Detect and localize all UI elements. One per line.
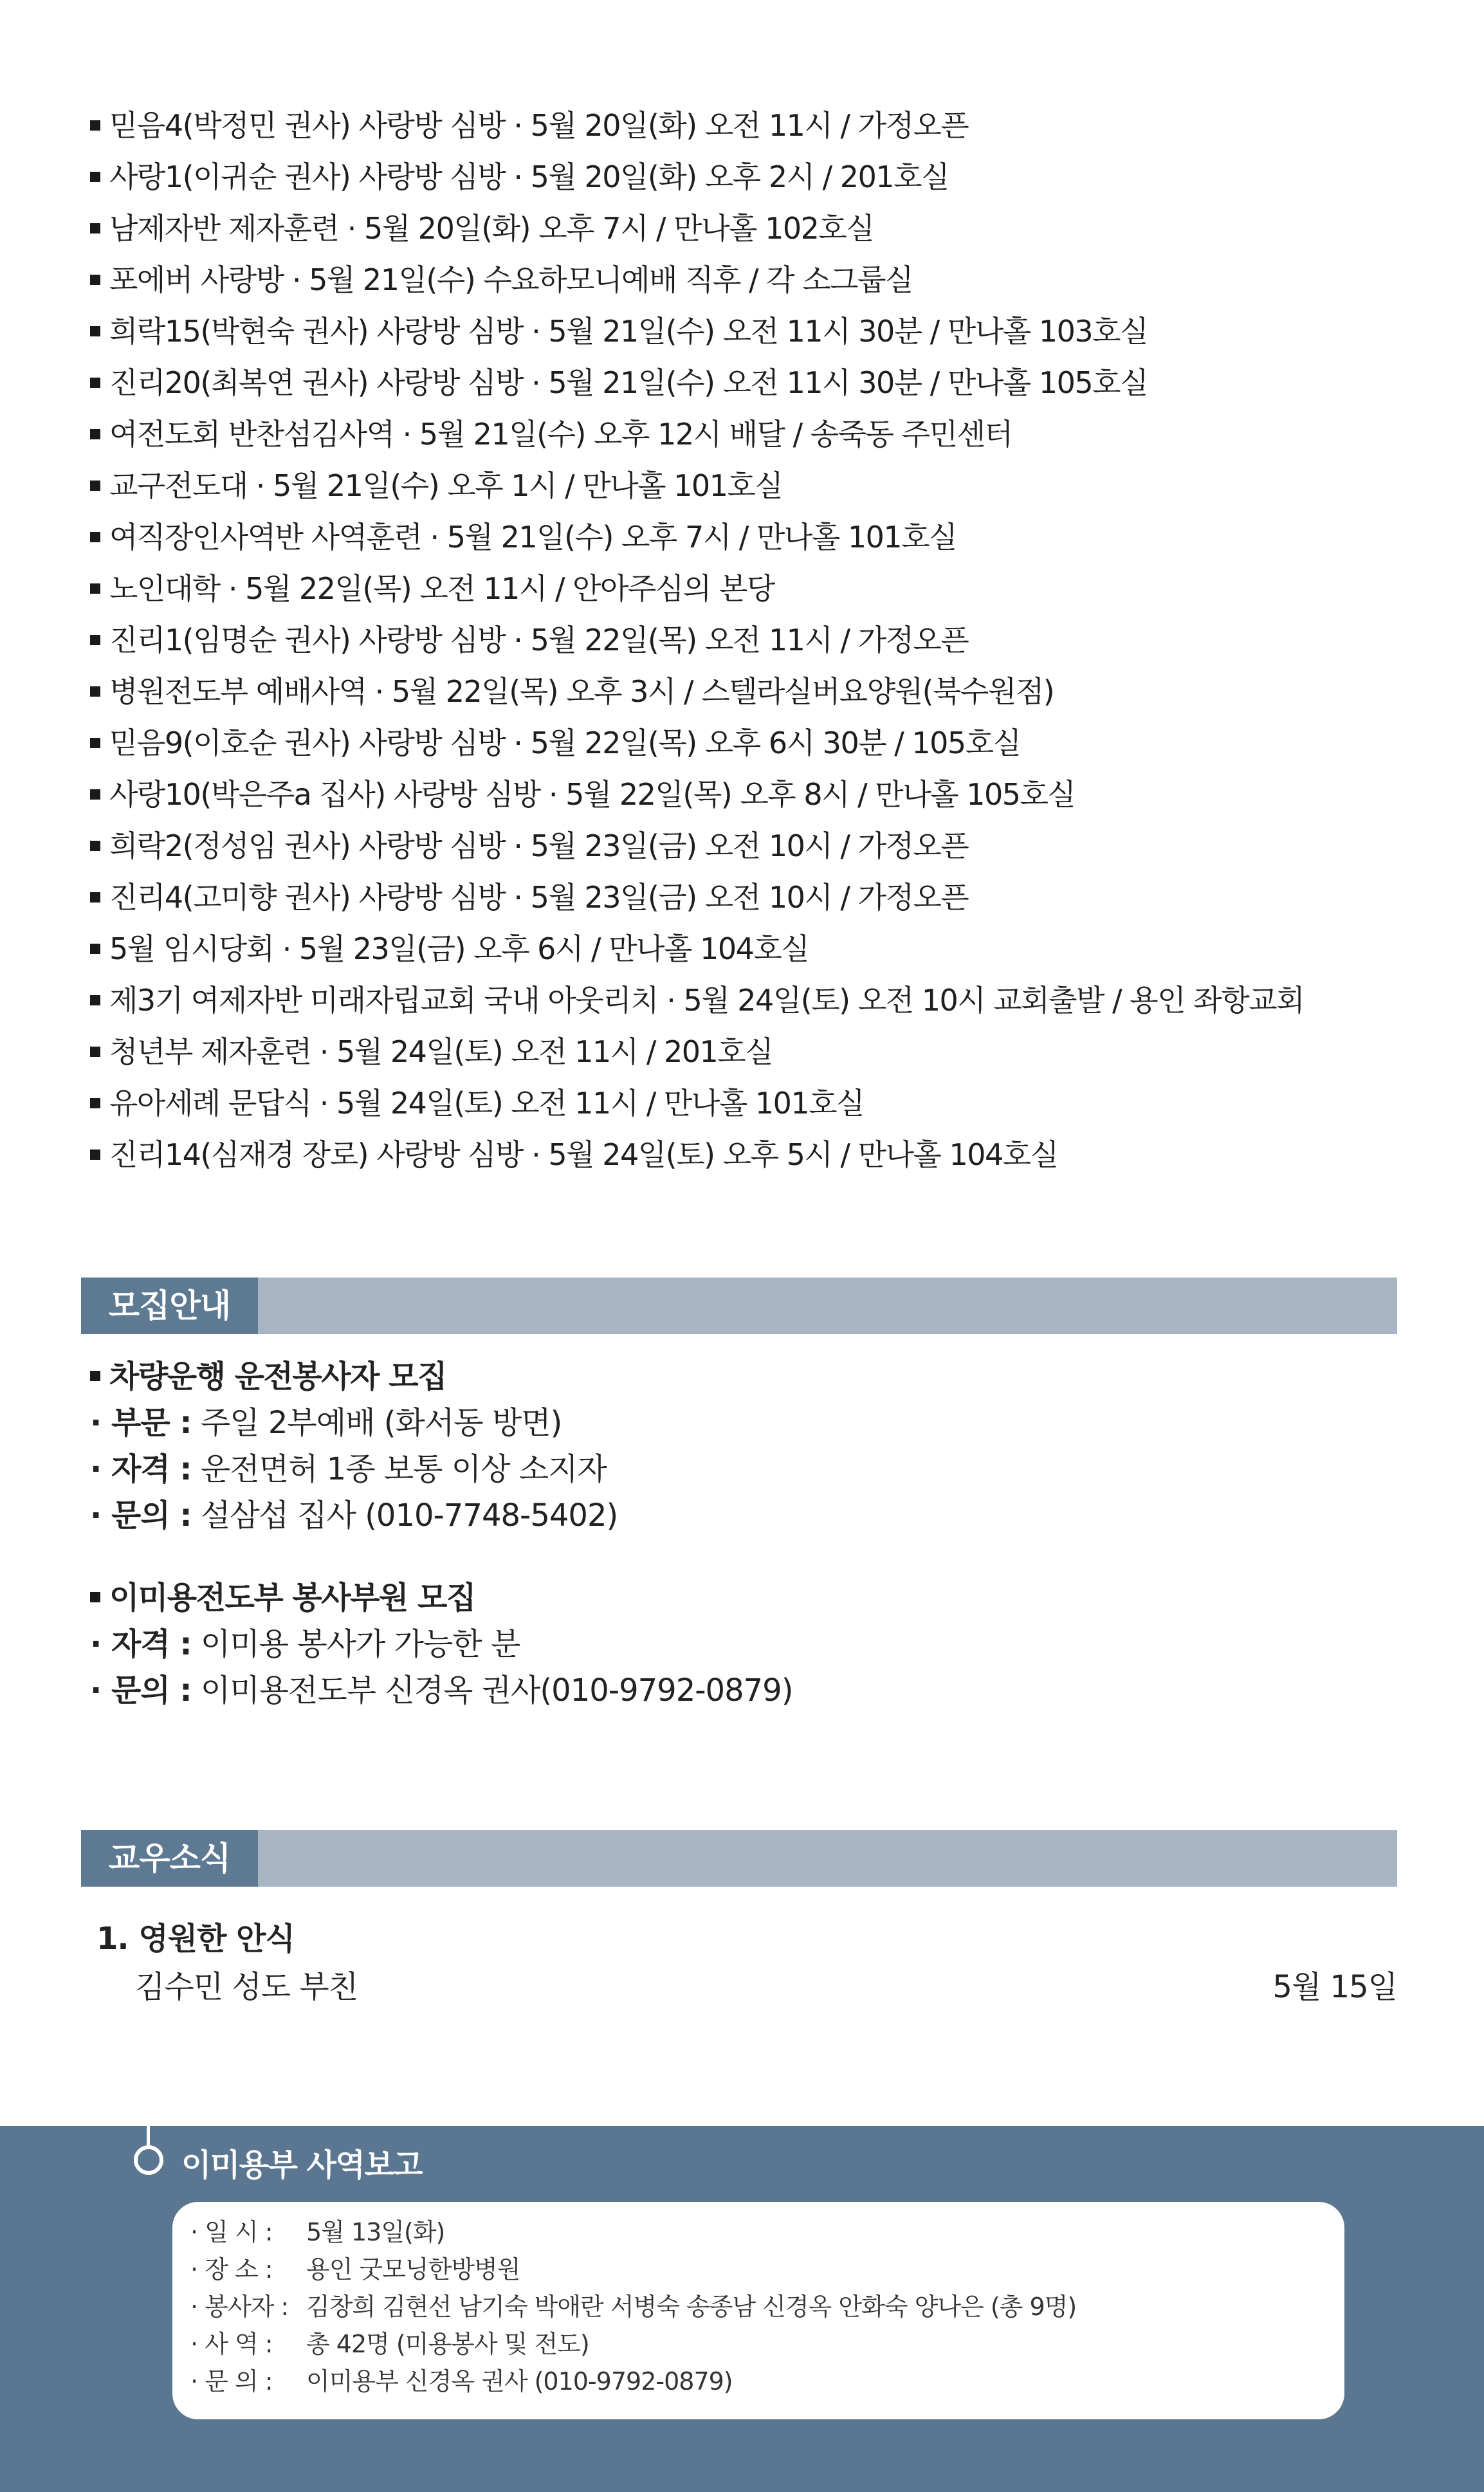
report-card	[172, 2202, 1344, 2419]
bullet-square-icon	[90, 686, 100, 697]
schedule-item: 믿음9(이호순 권사) 사랑방 심방 · 5월 22일(목) 오후 6시 30분 / 105호실	[90, 717, 1415, 769]
bullet-square-icon	[90, 532, 100, 542]
schedule-item: 청년부 제자훈련 · 5월 24일(토) 오전 11시 / 201호실	[90, 1026, 1415, 1077]
driver-recruit-row: · 부문 : 주일 2부예배 (화서동 방면)	[90, 1405, 562, 1441]
bullet-square-icon	[90, 1371, 100, 1381]
report-row: · 문 의 : 이미용부 신경옥 권사 (010-9792-0879)	[190, 2367, 733, 2396]
schedule-item: 여직장인사역반 사역훈련 · 5월 21일(수) 오후 7시 / 만나홀 101호실	[90, 511, 1415, 563]
bullet-square-icon	[90, 120, 100, 131]
schedule-list	[90, 100, 1415, 1180]
driver-recruit-row: · 문의 : 설삼섭 집사 (010-7748-5402)	[90, 1498, 618, 1534]
schedule-item: 희락15(박현숙 권사) 사랑방 심방 · 5월 21일(수) 오전 11시 30분 / 만나홀 103호실	[90, 306, 1415, 357]
schedule-item: 노인대학 · 5월 22일(목) 오전 11시 / 안아주심의 본당	[90, 563, 1415, 614]
news-item-name: 김수민 성도 부친	[135, 1969, 358, 2005]
report-title: 이미용부 사역보고	[181, 2147, 423, 2183]
bullet-square-icon	[90, 635, 100, 645]
driver-recruit-heading: 차량운행 운전봉사자 모집	[90, 1353, 1396, 1400]
schedule-item: 진리20(최복연 권사) 사랑방 심방 · 5월 21일(수) 오전 11시 30분 / 만나홀 105호실	[90, 357, 1415, 408]
beauty-recruit-block	[90, 1575, 1396, 1714]
bullet-square-icon	[90, 1098, 100, 1108]
schedule-item: 진리14(심재경 장로) 사랑방 심방 · 5월 24일(토) 오후 5시 / 만나홀 104호실	[90, 1129, 1415, 1180]
schedule-item: 병원전도부 예배사역 · 5월 22일(목) 오후 3시 / 스텔라실버요양원(북수원점)	[90, 666, 1415, 717]
driver-recruit-block	[90, 1353, 1396, 1539]
report-row: · 일 시 : 5월 13일(화)	[190, 2218, 445, 2246]
beauty-recruit-heading: 이미용전도부 봉사부원 모집	[90, 1575, 1396, 1621]
schedule-item: 사랑1(이귀순 권사) 사랑방 심방 · 5월 20일(화) 오후 2시 / 201호실	[90, 151, 1415, 203]
news-item-date: 5월 15일	[1272, 1969, 1397, 2005]
bullet-square-icon	[90, 326, 100, 336]
ministry-report-panel	[0, 2126, 1484, 2492]
bullet-square-icon	[90, 429, 100, 439]
bullet-square-icon	[90, 892, 100, 902]
pin-stem-icon	[147, 2126, 150, 2147]
pin-ring-icon	[134, 2145, 163, 2175]
bullet-square-icon	[90, 738, 100, 748]
recruit-section-header	[81, 1278, 1397, 1334]
beauty-recruit-row: · 문의 : 이미용전도부 신경옥 권사(010-9792-0879)	[90, 1672, 793, 1709]
bullet-square-icon	[90, 995, 100, 1005]
schedule-item: 유아세례 문답식 · 5월 24일(토) 오전 11시 / 만나홀 101호실	[90, 1077, 1415, 1129]
schedule-item: 진리4(고미향 권사) 사랑방 심방 · 5월 23일(금) 오전 10시 / 가정오픈	[90, 872, 1415, 923]
schedule-item: 포에버 사랑방 · 5월 21일(수) 수요하모니예배 직후 / 각 소그룹실	[90, 254, 1415, 306]
bullet-square-icon	[90, 944, 100, 954]
schedule-item: 제3기 여제자반 미래자립교회 국내 아웃리치 · 5월 24일(토) 오전 10시 교회출발 / 용인 좌항교회	[90, 975, 1415, 1026]
schedule-item: 남제자반 제자훈련 · 5월 20일(화) 오후 7시 / 만나홀 102호실	[90, 203, 1415, 254]
recruit-section-title: 모집안내	[81, 1278, 258, 1334]
beauty-recruit-row: · 자격 : 이미용 봉사가 가능한 분	[90, 1626, 520, 1662]
report-row: · 봉사자 : 김창희 김현선 남기숙 박애란 서병숙 송종남 신경옥 안화숙 양나은 (총 9명)	[190, 2293, 1077, 2321]
schedule-item: 교구전도대 · 5월 21일(수) 오후 1시 / 만나홀 101호실	[90, 460, 1415, 511]
bullet-square-icon	[90, 1047, 100, 1057]
schedule-item: 5월 임시당회 · 5월 23일(금) 오후 6시 / 만나홀 104호실	[90, 923, 1415, 975]
news-section-title: 교우소식	[81, 1830, 258, 1887]
schedule-item: 사랑10(박은주a 집사) 사랑방 심방 · 5월 22일(목) 오후 8시 / 만나홀 105호실	[90, 769, 1415, 820]
bullet-square-icon	[90, 841, 100, 851]
news-section-header	[81, 1830, 1397, 1887]
schedule-item: 희락2(정성임 권사) 사랑방 심방 · 5월 23일(금) 오전 10시 / 가정오픈	[90, 820, 1415, 872]
bullet-square-icon	[90, 583, 100, 594]
bullet-square-icon	[90, 172, 100, 182]
schedule-item: 진리1(임명순 권사) 사랑방 심방 · 5월 22일(목) 오전 11시 / 가정오픈	[90, 614, 1415, 666]
bullet-square-icon	[90, 378, 100, 388]
report-row: · 사 역 : 총 42명 (미용봉사 및 전도)	[190, 2330, 589, 2358]
bullet-square-icon	[90, 223, 100, 234]
bullet-square-icon	[90, 789, 100, 800]
driver-recruit-row: · 자격 : 운전면허 1종 보통 이상 소지자	[90, 1451, 607, 1487]
bullet-square-icon	[90, 275, 100, 285]
report-row: · 장 소 : 용인 굿모닝한방병원	[190, 2255, 520, 2284]
bullet-square-icon	[90, 1592, 100, 1602]
news-item-title: 1. 영원한 안식	[96, 1921, 295, 1957]
schedule-item: 여전도회 반찬섬김사역 · 5월 21일(수) 오후 12시 배달 / 송죽동 주민센터	[90, 408, 1415, 460]
schedule-item: 믿음4(박정민 권사) 사랑방 심방 · 5월 20일(화) 오전 11시 / 가정오픈	[90, 100, 1415, 151]
bullet-square-icon	[90, 481, 100, 491]
bullet-square-icon	[90, 1150, 100, 1160]
